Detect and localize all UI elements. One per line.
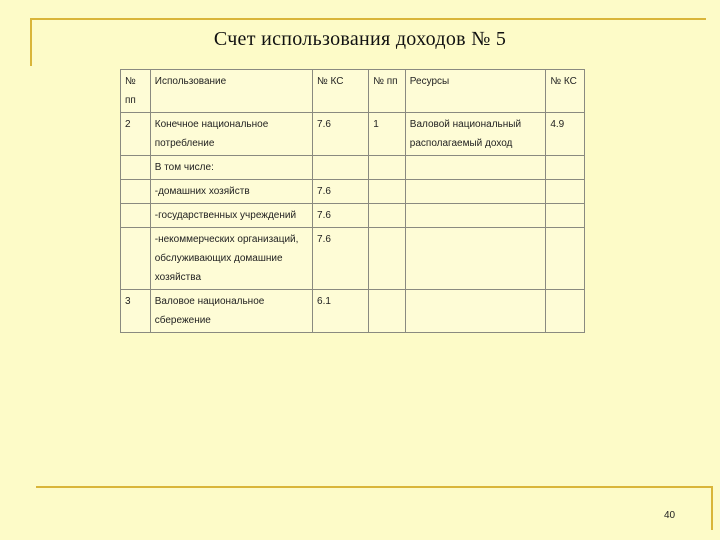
table-cell: Валовой национальный располагаемый доход <box>405 113 546 156</box>
table-row <box>121 113 585 156</box>
table-cell: 7.6 <box>313 228 369 290</box>
header-cell: № пп <box>121 70 151 113</box>
table-cell: 7.6 <box>313 180 369 204</box>
table-header-row <box>121 70 585 113</box>
table-cell <box>405 156 546 180</box>
table-cell <box>121 228 151 290</box>
slide-title: Счет использования доходов № 5 <box>213 28 507 50</box>
page-number: 40 <box>664 510 676 521</box>
table-cell <box>546 228 585 290</box>
table-row <box>121 204 585 228</box>
table-row <box>121 290 585 333</box>
table-cell: Валовое национальное сбережение <box>150 290 312 333</box>
table-cell: -домашних хозяйств <box>150 180 312 204</box>
accounts-table <box>120 69 585 333</box>
table-cell <box>405 228 546 290</box>
table-cell: 1 <box>369 113 406 156</box>
header-cell: Использование <box>150 70 312 113</box>
decorative-border-top <box>30 18 706 20</box>
table-cell: 7.6 <box>313 113 369 156</box>
table-cell: 6.1 <box>313 290 369 333</box>
table-cell: В том числе: <box>150 156 312 180</box>
decorative-border-right <box>711 486 713 530</box>
table-cell <box>313 156 369 180</box>
table-cell <box>405 204 546 228</box>
table-cell <box>369 180 406 204</box>
header-cell: № КС <box>313 70 369 113</box>
table-row <box>121 180 585 204</box>
table-cell <box>405 290 546 333</box>
table-cell <box>546 180 585 204</box>
table-cell <box>369 290 406 333</box>
header-cell: № пп <box>369 70 406 113</box>
table-row <box>121 156 585 180</box>
table-cell: 3 <box>121 290 151 333</box>
table-cell: 2 <box>121 113 151 156</box>
table-cell: -некоммерческих организаций, обслуживающих домашние хозяйства <box>150 228 312 290</box>
table-cell <box>121 180 151 204</box>
table-cell: 7.6 <box>313 204 369 228</box>
table-cell <box>369 204 406 228</box>
table-cell <box>369 156 406 180</box>
table-cell <box>546 290 585 333</box>
header-cell: № КС <box>546 70 585 113</box>
header-cell: Ресурсы <box>405 70 546 113</box>
table-cell <box>546 156 585 180</box>
table-cell <box>405 180 546 204</box>
table-cell <box>121 156 151 180</box>
table-cell <box>121 204 151 228</box>
decorative-border-bottom <box>36 486 712 488</box>
table-cell: Конечное национальное потребление <box>150 113 312 156</box>
table-cell <box>369 228 406 290</box>
table-row <box>121 228 585 290</box>
table-cell: -государственных учреждений <box>150 204 312 228</box>
table-cell <box>546 204 585 228</box>
table-cell: 4.9 <box>546 113 585 156</box>
